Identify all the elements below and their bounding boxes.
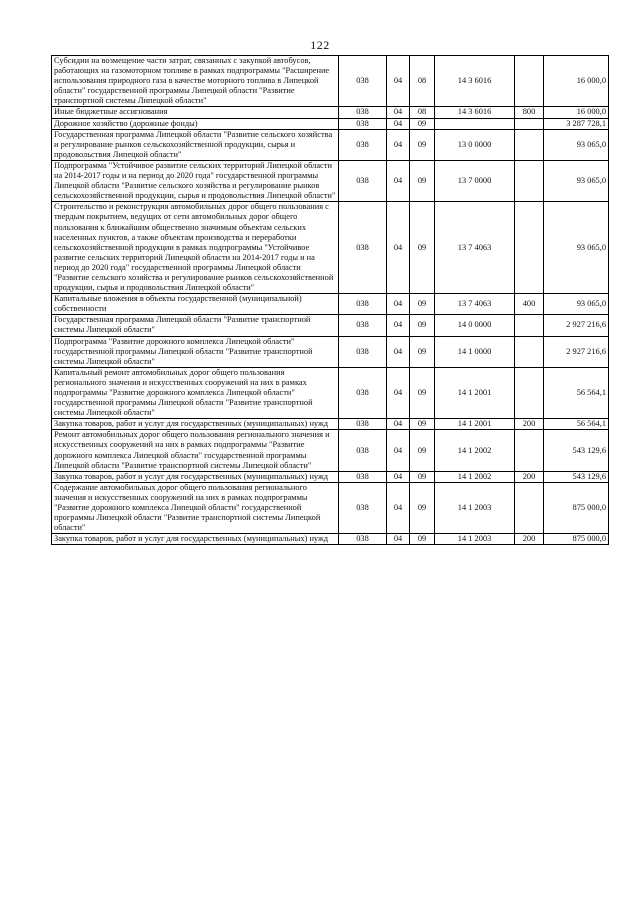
row-amount: 3 287 728,1 — [544, 118, 609, 129]
row-target-code: 14 0 0000 — [435, 315, 515, 336]
row-name: Закупка товаров, работ и услуг для государственных (муниципальных) нужд — [52, 419, 339, 430]
row-subsection: 09 — [410, 419, 435, 430]
row-subsection: 09 — [410, 315, 435, 336]
table-row — [52, 294, 609, 315]
table-row — [52, 107, 609, 118]
row-target-code: 14 1 2003 — [435, 482, 515, 533]
row-name: Ремонт автомобильных дорог общего пользования регионального значения и искусственных сооружений на них в рамках подпрограммы "Развитие дорожного комплекса Липецкой области" государственной программы Липецкой области "Развитие транспортной системы Липецкой области" — [52, 430, 339, 471]
row-target-code: 13 0 0000 — [435, 129, 515, 160]
row-subsection: 09 — [410, 430, 435, 471]
table-row — [52, 118, 609, 129]
row-name: Строительство и реконструкция автомобильных дорог общего пользования с твердым покрытием, ведущих от сети автомобильных дорог общего пользования к ближайшим общественно значимым объектам сельских населенных пунктов, а также объектам производства и переработки сельскохозяйственной продукции в рамках подпрограммы "Устойчивое развитие сельских территорий Липецкой области на 2014-2017 годы и на период до 2020 года" государственной программы Липецкой области "Развитие сельского хозяйства и регулирование рынков сельскохозяйственной продукции, сырья и продовольствия Липецкой области" — [52, 202, 339, 294]
row-expense-type — [515, 202, 544, 294]
page-number: 122 — [310, 38, 330, 52]
row-name: Закупка товаров, работ и услуг для государственных (муниципальных) нужд — [52, 471, 339, 482]
row-subsection: 09 — [410, 534, 435, 545]
row-grbs: 038 — [339, 294, 387, 315]
row-amount: 16 000,0 — [544, 56, 609, 107]
row-name: Государственная программа Липецкой области "Развитие транспортной системы Липецкой области" — [52, 315, 339, 336]
row-expense-type: 800 — [515, 107, 544, 118]
row-name: Капитальные вложения в объекты государственной (муниципальной) собственности — [52, 294, 339, 315]
row-grbs: 038 — [339, 107, 387, 118]
row-target-code: 14 1 2003 — [435, 534, 515, 545]
row-section: 04 — [387, 294, 410, 315]
table-row — [52, 202, 609, 294]
row-section: 04 — [387, 482, 410, 533]
budget-table — [51, 55, 609, 545]
row-section: 04 — [387, 315, 410, 336]
table-row — [52, 315, 609, 336]
row-grbs: 038 — [339, 56, 387, 107]
row-amount: 93 065,0 — [544, 202, 609, 294]
row-expense-type: 200 — [515, 534, 544, 545]
row-name: Подпрограмма "Устойчивое развитие сельских территорий Липецкой области на 2014-2017 годы и на период до 2020 года" государственной программы Липецкой области "Развитие сельского хозяйства и регулирование рынков сельскохозяйственной продукции, сырья и продовольствия Липецкой области" — [52, 160, 339, 201]
row-section: 04 — [387, 430, 410, 471]
row-target-code — [435, 118, 515, 129]
row-expense-type — [515, 482, 544, 533]
row-amount: 543 129,6 — [544, 430, 609, 471]
row-amount: 93 065,0 — [544, 129, 609, 160]
row-name: Содержание автомобильных дорог общего пользования регионального значения и искусственных сооружений на них в рамках подпрограммы "Развитие дорожного комплекса Липецкой области" государственной программы Липецкой области "Развитие транспортной системы Липецкой области" — [52, 482, 339, 533]
row-grbs: 038 — [339, 471, 387, 482]
row-expense-type — [515, 160, 544, 201]
row-subsection: 09 — [410, 118, 435, 129]
row-grbs: 038 — [339, 315, 387, 336]
row-target-code: 14 3 6016 — [435, 107, 515, 118]
row-expense-type: 400 — [515, 294, 544, 315]
row-target-code: 14 1 2001 — [435, 367, 515, 418]
table-row — [52, 56, 609, 107]
table-row — [52, 534, 609, 545]
row-expense-type — [515, 56, 544, 107]
row-name: Субсидии на возмещение части затрат, связанных с закупкой автобусов, работающих на газомоторном топливе в рамках подпрограммы "Расширение использования природного газа в качестве моторного топлива в Липецкой области" государственной программы Липецкой области "Развитие транспортной системы Липецкой области" — [52, 56, 339, 107]
row-target-code: 14 3 6016 — [435, 56, 515, 107]
row-section: 04 — [387, 56, 410, 107]
row-name: Иные бюджетные ассигнования — [52, 107, 339, 118]
row-expense-type — [515, 336, 544, 367]
row-grbs: 038 — [339, 534, 387, 545]
row-section: 04 — [387, 534, 410, 545]
row-grbs: 038 — [339, 336, 387, 367]
row-amount: 543 129,6 — [544, 471, 609, 482]
row-target-code: 13 7 4063 — [435, 202, 515, 294]
row-amount: 875 000,0 — [544, 482, 609, 533]
row-amount: 2 927 216,6 — [544, 315, 609, 336]
row-subsection: 09 — [410, 129, 435, 160]
row-section: 04 — [387, 160, 410, 201]
row-amount: 56 564,1 — [544, 419, 609, 430]
table-row — [52, 419, 609, 430]
row-section: 04 — [387, 367, 410, 418]
row-target-code: 13 7 4063 — [435, 294, 515, 315]
row-grbs: 038 — [339, 202, 387, 294]
table-row — [52, 336, 609, 367]
row-target-code: 14 1 2001 — [435, 419, 515, 430]
row-name: Подпрограмма "Развитие дорожного комплекса Липецкой области" государственной программы Липецкой области "Развитие транспортной системы Липецкой области" — [52, 336, 339, 367]
row-subsection: 08 — [410, 56, 435, 107]
row-subsection: 09 — [410, 482, 435, 533]
row-grbs: 038 — [339, 430, 387, 471]
row-grbs: 038 — [339, 118, 387, 129]
row-expense-type — [515, 118, 544, 129]
row-subsection: 09 — [410, 471, 435, 482]
row-grbs: 038 — [339, 160, 387, 201]
row-expense-type: 200 — [515, 419, 544, 430]
table-row — [52, 367, 609, 418]
row-name: Дорожное хозяйство (дорожные фонды) — [52, 118, 339, 129]
row-amount: 875 000,0 — [544, 534, 609, 545]
row-target-code: 14 1 2002 — [435, 430, 515, 471]
row-amount: 16 000,0 — [544, 107, 609, 118]
row-name: Закупка товаров, работ и услуг для государственных (муниципальных) нужд — [52, 534, 339, 545]
table-row — [52, 129, 609, 160]
row-subsection: 08 — [410, 107, 435, 118]
row-section: 04 — [387, 336, 410, 367]
table-row — [52, 482, 609, 533]
row-subsection: 09 — [410, 160, 435, 201]
row-grbs: 038 — [339, 367, 387, 418]
row-expense-type — [515, 430, 544, 471]
row-section: 04 — [387, 471, 410, 482]
row-expense-type: 200 — [515, 471, 544, 482]
row-target-code: 13 7 0000 — [435, 160, 515, 201]
row-subsection: 09 — [410, 202, 435, 294]
row-name: Капитальный ремонт автомобильных дорог общего пользования регионального значения и искусственных сооружений на них в рамках подпрограммы "Развитие дорожного комплекса Липецкой области" государственной программы Липецкой области "Развитие транспортной системы Липецкой области" — [52, 367, 339, 418]
row-amount: 2 927 216,6 — [544, 336, 609, 367]
row-section: 04 — [387, 419, 410, 430]
row-target-code: 14 1 2002 — [435, 471, 515, 482]
row-expense-type — [515, 315, 544, 336]
table-row — [52, 471, 609, 482]
table-row — [52, 160, 609, 201]
row-subsection: 09 — [410, 336, 435, 367]
row-subsection: 09 — [410, 367, 435, 418]
row-expense-type — [515, 367, 544, 418]
row-amount: 56 564,1 — [544, 367, 609, 418]
row-name: Государственная программа Липецкой области "Развитие сельского хозяйства и регулирование рынков сельскохозяйственной продукции, сырья и продовольствия Липецкой области" — [52, 129, 339, 160]
row-section: 04 — [387, 107, 410, 118]
row-section: 04 — [387, 129, 410, 160]
table-row — [52, 430, 609, 471]
row-section: 04 — [387, 202, 410, 294]
row-grbs: 038 — [339, 419, 387, 430]
budget-table-body — [52, 56, 609, 545]
row-grbs: 038 — [339, 482, 387, 533]
row-section: 04 — [387, 118, 410, 129]
row-target-code: 14 1 0000 — [435, 336, 515, 367]
row-grbs: 038 — [339, 129, 387, 160]
row-amount: 93 065,0 — [544, 160, 609, 201]
row-expense-type — [515, 129, 544, 160]
row-subsection: 09 — [410, 294, 435, 315]
row-amount: 93 065,0 — [544, 294, 609, 315]
